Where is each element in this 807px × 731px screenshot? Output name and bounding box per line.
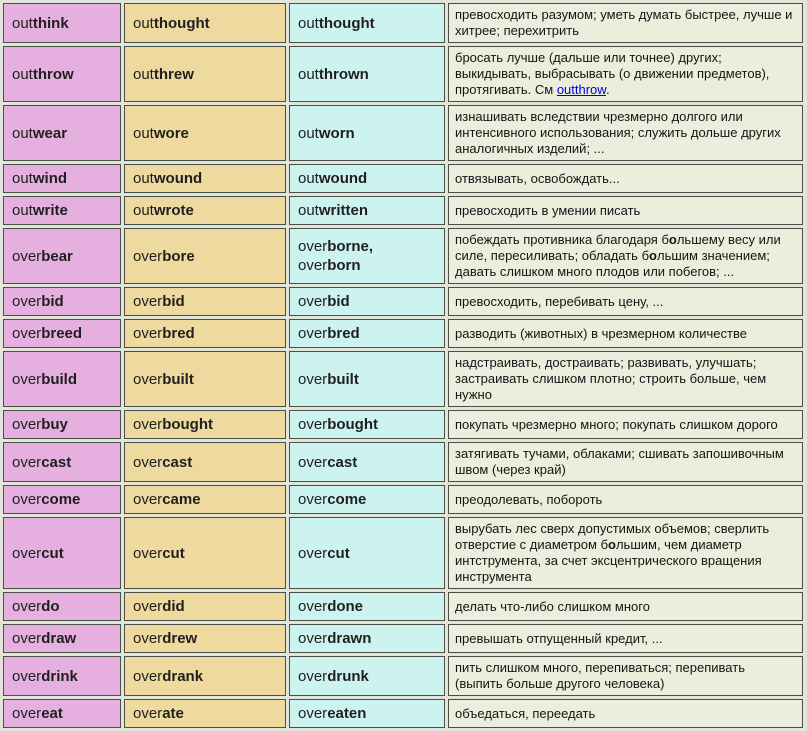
verb-root: bred (162, 325, 195, 342)
verb-root: think (32, 14, 69, 32)
translation-text: льшим, чем диаметр интструмента, за счет эксцентрического вращения инструмента (455, 537, 762, 584)
cell-past-participle (289, 46, 445, 102)
verb-prefix: over (133, 247, 163, 265)
cell-base-form (3, 46, 121, 102)
verb-root: thought (318, 14, 375, 32)
verb-prefix: over (133, 293, 163, 310)
verb-root: worn (318, 124, 355, 142)
verb-prefix: over (12, 705, 42, 722)
cell-past-participle (289, 517, 445, 589)
verb-prefix: out (133, 124, 154, 142)
translation-text: надстраивать, достраивать; развивать, улучшать; застраивать слишком плотно; строить больше, чем нужно (455, 355, 767, 402)
verb-prefix: out (12, 14, 33, 32)
verb-root: wore (153, 124, 189, 142)
cell-past-participle (289, 164, 445, 193)
verb-prefix: out (133, 170, 154, 187)
table-row (3, 442, 803, 482)
cell-past-participle (289, 656, 445, 696)
verb-root: drew (162, 630, 198, 647)
cell-past-participle (289, 624, 445, 653)
cell-base-form (3, 410, 121, 439)
verb-root: thought (153, 14, 210, 32)
verb-prefix: over (133, 667, 163, 685)
verb-prefix: out (298, 202, 319, 219)
verb-root: built (327, 370, 359, 388)
cell-past-participle (289, 351, 445, 407)
cell-past-simple (124, 319, 286, 348)
cell-base-form (3, 3, 121, 43)
table-row (3, 485, 803, 514)
verb-root: cut (327, 544, 350, 562)
verb-root: cut (41, 544, 64, 562)
cell-base-form (3, 656, 121, 696)
verb-reference-link[interactable]: outthrow (556, 82, 606, 97)
verb-root: ate (162, 705, 184, 722)
cell-past-participle (289, 3, 445, 43)
translation-text: льшему весу или силе, пересиливать; обладать б (455, 232, 781, 263)
verb-root: eat (41, 705, 63, 722)
verb-prefix: out (12, 202, 33, 219)
verb-prefix: over (133, 705, 163, 722)
cell-past-simple (124, 164, 286, 193)
verb-prefix: over (12, 416, 42, 433)
verb-root: borne, (327, 238, 374, 255)
cell-translation (448, 287, 803, 316)
cell-past-simple (124, 624, 286, 653)
verb-root: wound (153, 170, 203, 187)
cell-past-simple (124, 228, 286, 284)
verb-root: come (41, 491, 81, 508)
verb-root: wound (318, 170, 368, 187)
verb-root: breed (41, 325, 83, 342)
cell-translation (448, 196, 803, 225)
translation-text: превосходить в умении писать (455, 202, 641, 218)
cell-base-form (3, 592, 121, 621)
verb-prefix: over (133, 630, 163, 647)
table-row (3, 592, 803, 621)
verb-root: draw (41, 630, 77, 647)
translation-text: превышать отпущенный кредит, ... (455, 630, 663, 646)
verb-prefix: over (298, 544, 328, 562)
cell-translation (448, 485, 803, 514)
cell-translation (448, 228, 803, 284)
cell-translation (448, 351, 803, 407)
cell-past-simple (124, 351, 286, 407)
cell-base-form (3, 517, 121, 589)
verb-prefix: over (133, 325, 163, 342)
cell-past-simple (124, 287, 286, 316)
translation-text: вырубать лес сверх допустимых объемов; сверлить отверстие с диаметром б (455, 521, 770, 552)
cell-past-participle (289, 592, 445, 621)
cell-past-participle (289, 699, 445, 728)
cell-translation (448, 164, 803, 193)
verb-prefix: over (133, 544, 163, 562)
translation-text: покупать чрезмерно много; покупать слишком дорого (455, 416, 778, 432)
translation-text: побеждать противника благодаря б (455, 232, 669, 247)
translation-text: разводить (животных) в чрезмерном количестве (455, 325, 747, 341)
cell-base-form (3, 351, 121, 407)
verb-prefix: over (298, 293, 328, 310)
cell-past-simple (124, 592, 286, 621)
verb-root: born (327, 257, 361, 274)
translation-text: отвязывать, освобождать... (455, 170, 620, 186)
verb-root: cast (41, 453, 72, 471)
table-row (3, 517, 803, 589)
cell-base-form (3, 319, 121, 348)
verb-prefix: out (298, 14, 319, 32)
verb-prefix: over (12, 667, 42, 685)
verb-prefix: out (133, 65, 154, 83)
cell-base-form (3, 624, 121, 653)
table-row (3, 196, 803, 225)
translation-text: превосходить разумом; уметь думать быстрее, лучше и хитрее; перехитрить (455, 7, 793, 38)
cell-past-participle (289, 442, 445, 482)
verb-root: bought (162, 416, 213, 433)
verb-prefix: out (298, 124, 319, 142)
cell-translation (448, 624, 803, 653)
cell-past-participle (289, 196, 445, 225)
cell-past-simple (124, 196, 286, 225)
verb-root: thrown (318, 65, 369, 83)
verb-prefix: over (298, 453, 328, 471)
translation-text: объедаться, переедать (455, 705, 596, 721)
verb-prefix: over (298, 325, 328, 342)
cell-past-participle (289, 287, 445, 316)
cell-past-participle (289, 410, 445, 439)
cell-base-form (3, 485, 121, 514)
verb-root: bred (327, 325, 360, 342)
verb-root: do (41, 598, 60, 615)
translation-text: преодолевать, побороть (455, 491, 603, 507)
cell-past-simple (124, 105, 286, 161)
verb-prefix: over (12, 453, 42, 471)
verb-root: did (162, 598, 185, 615)
table-body (3, 3, 803, 728)
verb-prefix: over (12, 598, 42, 615)
cell-translation (448, 46, 803, 102)
verb-prefix: over (12, 325, 42, 342)
verb-root: bore (162, 247, 195, 265)
translation-text: . (605, 82, 610, 97)
translation-text: превосходить, перебивать цену, ... (455, 293, 664, 309)
cell-translation (448, 517, 803, 589)
verb-prefix: over (298, 598, 328, 615)
verb-root: done (327, 598, 364, 615)
table-row (3, 410, 803, 439)
translation-text: бросать лучше (дальше или точнее) других; выкидывать, выбрасывать (о движении предметов), протягивать. См (455, 50, 770, 97)
cell-past-participle (289, 319, 445, 348)
verb-prefix: over (298, 491, 328, 508)
verb-root: drunk (327, 667, 369, 685)
table-row (3, 656, 803, 696)
verb-root: cast (162, 453, 193, 471)
stressed-letter: о (649, 248, 657, 263)
verb-prefix: over (12, 491, 42, 508)
verb-prefix: over (298, 705, 328, 722)
table-row (3, 287, 803, 316)
cell-base-form (3, 196, 121, 225)
cell-base-form (3, 699, 121, 728)
verb-prefix: over (298, 667, 328, 685)
verb-root: bought (327, 416, 378, 433)
cell-translation (448, 410, 803, 439)
verb-prefix: over (133, 416, 163, 433)
translation-text: льшим значением; давать слишком много плодов или побегов; ... (455, 248, 770, 279)
verb-prefix: over (12, 293, 42, 310)
table-row (3, 699, 803, 728)
verb-root: wrote (153, 202, 194, 219)
verb-prefix: over (298, 257, 328, 274)
table-row (3, 351, 803, 407)
cell-past-simple (124, 485, 286, 514)
table-row (3, 105, 803, 161)
cell-translation (448, 442, 803, 482)
verb-prefix: out (133, 202, 154, 219)
verb-root: drink (41, 667, 78, 685)
verb-root: wind (32, 170, 68, 187)
verb-prefix: out (12, 170, 33, 187)
cell-base-form (3, 228, 121, 284)
verb-prefix: out (133, 14, 154, 32)
cell-past-simple (124, 3, 286, 43)
cell-past-participle (289, 105, 445, 161)
verb-prefix: over (133, 453, 163, 471)
verb-prefix: over (298, 238, 328, 255)
table-row (3, 228, 803, 284)
verb-root: came (162, 491, 201, 508)
cell-past-simple (124, 410, 286, 439)
verb-root: build (41, 370, 78, 388)
verb-root: wear (32, 124, 68, 142)
cell-base-form (3, 164, 121, 193)
verb-root: bid (327, 293, 350, 310)
verb-root: eaten (327, 705, 367, 722)
verb-root: come (327, 491, 367, 508)
cell-translation (448, 592, 803, 621)
verb-prefix: out (298, 170, 319, 187)
verb-root: written (318, 202, 369, 219)
stressed-letter: о (608, 537, 616, 552)
translation-text: изнашивать вследствии чрезмерно долгого или интенсивного использования; служить дольше других аналогичных изделий; ... (455, 109, 781, 156)
cell-translation (448, 319, 803, 348)
table-row (3, 319, 803, 348)
cell-base-form (3, 287, 121, 316)
cell-base-form (3, 105, 121, 161)
verb-root: buy (41, 416, 68, 433)
verb-root: write (32, 202, 68, 219)
verb-root: threw (153, 65, 194, 83)
verb-root: bid (162, 293, 185, 310)
stressed-letter: о (668, 232, 677, 247)
verb-prefix: over (12, 544, 42, 562)
cell-past-participle (289, 485, 445, 514)
verb-root: throw (32, 65, 74, 83)
verb-prefix: over (133, 598, 163, 615)
verb-root: cut (162, 544, 185, 562)
verb-root: cast (327, 453, 358, 471)
verb-root: drawn (327, 630, 372, 647)
cell-past-simple (124, 46, 286, 102)
cell-past-simple (124, 442, 286, 482)
verb-prefix: out (298, 65, 319, 83)
cell-translation (448, 3, 803, 43)
cell-past-simple (124, 656, 286, 696)
verb-prefix: out (12, 124, 33, 142)
table-row (3, 164, 803, 193)
cell-past-simple (124, 699, 286, 728)
translation-text: пить слишком много, перепиваться; перепивать (выпить больше другого человека) (455, 660, 745, 691)
table-row (3, 3, 803, 43)
cell-translation (448, 699, 803, 728)
verb-prefix: over (12, 247, 42, 265)
cell-past-participle (289, 228, 445, 284)
verb-prefix: over (298, 630, 328, 647)
verb-prefix: over (12, 370, 42, 388)
verb-prefix: over (133, 370, 163, 388)
verb-prefix: over (298, 416, 328, 433)
cell-past-simple (124, 517, 286, 589)
verb-prefix: over (298, 370, 328, 388)
verb-root: drank (162, 667, 204, 685)
verb-prefix: over (12, 630, 42, 647)
translation-text: делать что-либо слишком много (455, 598, 650, 614)
cell-base-form (3, 442, 121, 482)
verb-root: built (162, 370, 194, 388)
table-row (3, 624, 803, 653)
verb-root: bid (41, 293, 64, 310)
verb-prefix: out (12, 65, 33, 83)
cell-translation (448, 105, 803, 161)
cell-translation (448, 656, 803, 696)
verb-prefix: over (133, 491, 163, 508)
table-row (3, 46, 803, 102)
verb-root: bear (41, 247, 73, 265)
translation-text: затягивать тучами, облаками; сшивать запошивочным швом (через край) (455, 446, 784, 477)
